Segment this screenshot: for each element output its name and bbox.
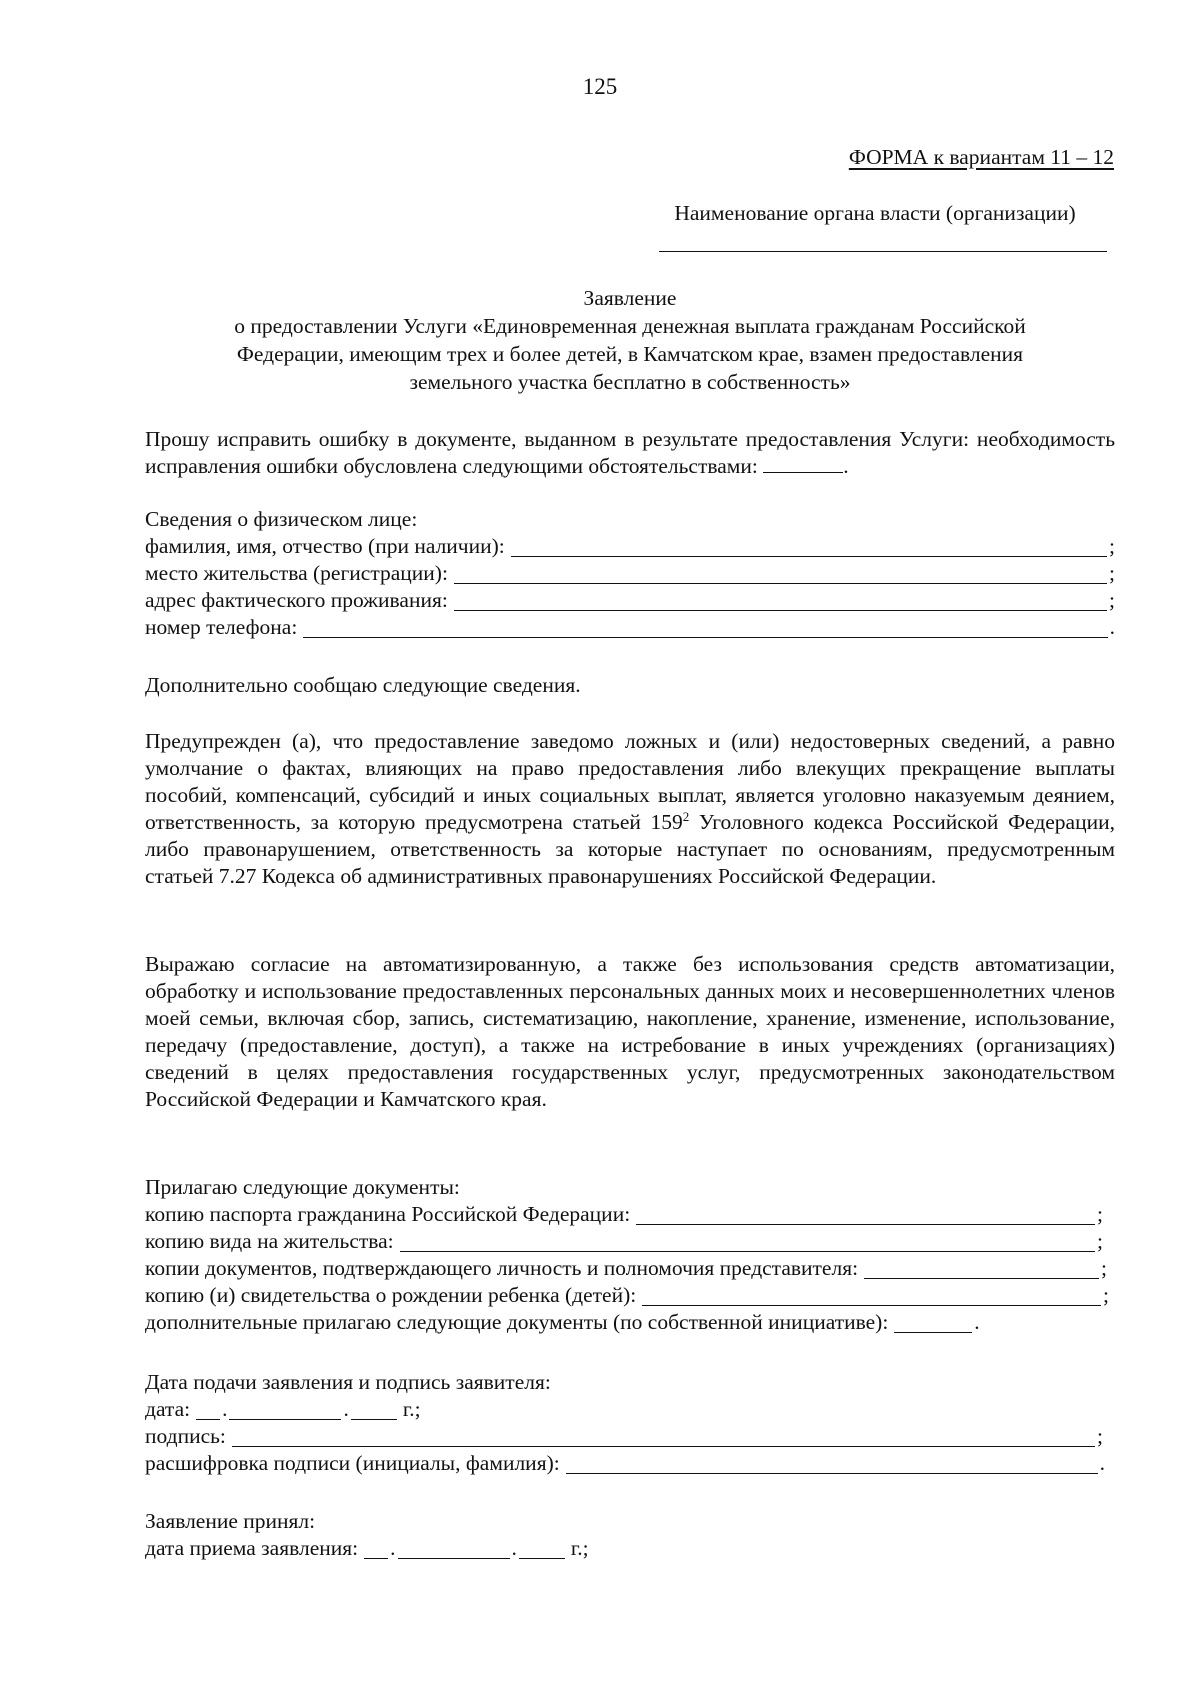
accepted-month-blank[interactable] (398, 1539, 510, 1559)
person-field-phone: номер телефона: . (145, 615, 1115, 639)
attachment-birth-certificate: копию (и) свидетельства о рождении ребенка (детей): ; (145, 1283, 1109, 1307)
accepted-section (145, 1508, 1115, 1562)
representative-blank[interactable] (864, 1259, 1099, 1279)
title-line-2: о предоставлении Услуги «Единовременная денежная выплата гражданам Российской (234, 314, 1026, 338)
attachments-section (145, 1174, 1115, 1336)
submission-signature-decoding: расшифровка подписи (инициалы, фамилия): . (145, 1451, 1105, 1475)
title-line-1: Заявление (583, 286, 677, 310)
form-label: ФОРМА к вариантам 11 – 12 (848, 145, 1114, 169)
submission-day-blank[interactable] (196, 1400, 220, 1420)
signature-decoding-blank[interactable] (566, 1454, 1098, 1474)
accepted-heading: Заявление принял: (145, 1509, 316, 1533)
registration-blank[interactable] (454, 564, 1107, 584)
passport-blank[interactable] (636, 1205, 1095, 1225)
accepted-date: дата приема заявления: . . г.; (145, 1536, 589, 1560)
article-superscript: 2 (682, 808, 690, 824)
person-field-actual-address: адрес фактического проживания: ; (145, 588, 1115, 612)
request-reason-blank[interactable] (763, 454, 843, 473)
submission-heading: Дата подачи заявления и подпись заявителя: (145, 1370, 551, 1394)
additional-info: Дополнительно сообщаю следующие сведения. (145, 673, 581, 697)
request-text: Прошу исправить ошибку в документе, выданном в результате предоставления Услуги: необходимость исправления ошибки обусловлена следующими обстоятельствами: (145, 427, 1115, 478)
additional-documents-blank[interactable] (894, 1313, 972, 1333)
attachments-heading: Прилагаю следующие документы: (145, 1175, 460, 1199)
attachment-representative: копии документов, подтверждающего личность и полномочия представителя: ; (145, 1256, 1107, 1280)
submission-month-blank[interactable] (229, 1400, 341, 1420)
fullname-blank[interactable] (511, 537, 1107, 557)
person-field-registration: место жительства (регистрации): ; (145, 561, 1115, 585)
accepted-day-blank[interactable] (364, 1539, 388, 1559)
person-field-fullname: фамилия, имя, отчество (при наличии): ; (145, 534, 1115, 558)
submission-signature: подпись: ; (145, 1424, 1103, 1448)
submission-section (145, 1369, 1115, 1477)
submission-year-blank[interactable] (351, 1400, 397, 1420)
attachment-residence: копию вида на жительства: ; (145, 1229, 1103, 1253)
authority-label: Наименование органа власти (организации) (674, 201, 1076, 225)
attachment-passport: копию паспорта гражданина Российской Федерации: ; (145, 1202, 1103, 1226)
accepted-year-blank[interactable] (519, 1539, 565, 1559)
person-section (145, 506, 1115, 641)
application-title (145, 284, 1115, 396)
authority-blank[interactable] (659, 251, 1107, 252)
residence-blank[interactable] (400, 1232, 1095, 1252)
actual-address-blank[interactable] (454, 591, 1107, 611)
attachment-additional: дополнительные прилагаю следующие документы (по собственной инициативе): . (145, 1310, 980, 1334)
request-end: . (843, 454, 849, 478)
title-line-4: земельного участка бесплатно в собственность» (409, 370, 851, 394)
phone-blank[interactable] (303, 618, 1107, 638)
submission-date: дата: . . г.; (145, 1397, 421, 1421)
person-heading: Сведения о физическом лице: (145, 507, 418, 531)
consent-paragraph: Выражаю согласие на автоматизированную, а также без использования средств автоматизации, обработку и использование предоставленных персональных данных моих и несовершеннолетних членов моей семьи, включая сбор, запись, систематизацию, накопление, хранение, изменение, использование, передачу (предоставление, доступ), а также на истребование в иных учреждениях (организациях) сведений в целях предоставления государственных услуг, предусмотренных законодательством Российской Федерации и Камчатского края. (145, 952, 1115, 1111)
request-paragraph (145, 426, 1115, 480)
title-line-3: Федерации, имеющим трех и более детей, в Камчатском крае, взамен предоставления (236, 342, 1024, 366)
birth-certificate-blank[interactable] (642, 1286, 1101, 1306)
page-number: 125 (582, 74, 618, 99)
warning-paragraph: Предупрежден (а), что предоставление заведомо ложных и (или) недостоверных сведений, а равно умолчание о фактах, влияющих на право предоставления либо влекущих прекращение выплаты пособий, компенсаций, субсидий и иных социальных выплат, является уголовно наказуемым деянием, ответственность, за которую предусмотрена статьей $159^2$ Уголовного кодекса Российской Федерации, либо правонарушением, ответственность за которые наступает по основаниям, предусмотренным статьей 7.27 Кодекса об административных правонарушениях Российской Федерации. (145, 729, 1115, 888)
signature-blank[interactable] (232, 1427, 1095, 1447)
